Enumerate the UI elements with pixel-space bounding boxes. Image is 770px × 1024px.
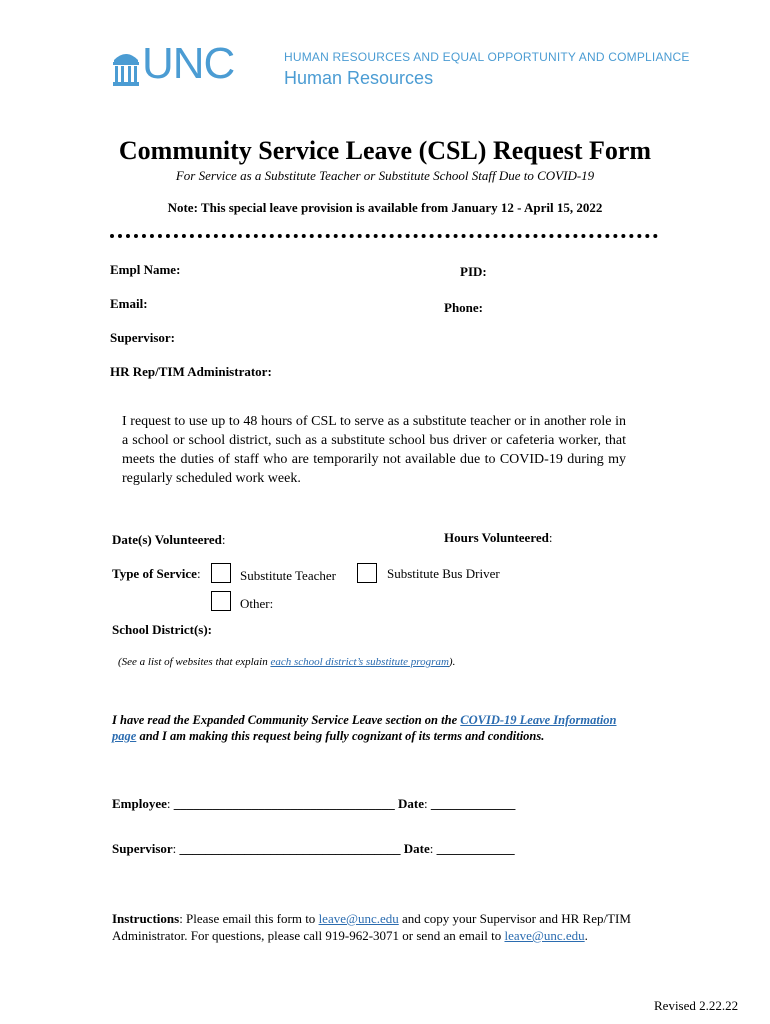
page-subtitle: For Service as a Substitute Teacher or Substitute School Staff Due to COVID-19 [175,168,595,183]
employee-label: Employee [112,796,167,811]
see-list-note [118,656,455,668]
substitute-program-link[interactable]: each school district’s substitute program [270,656,449,668]
dotted-divider [110,234,658,238]
instructions-label: Instructions [112,911,180,926]
other-label: Other: [240,596,274,611]
employee-date-blank[interactable]: _____________ [430,796,516,811]
revision-date: Revised 2.22.22 [654,998,739,1013]
logo-text: UNC [142,39,235,88]
empl-name-label: Empl Name: [110,262,181,277]
hours-colon: : [548,530,553,545]
employee-signature-blank[interactable]: __________________________________ [173,796,395,811]
employee-date-colon: : [424,796,428,811]
department-name: HUMAN RESOURCES AND EQUAL OPPORTUNITY AND COMPLIANCE [284,50,690,64]
school-district-label: School District(s): [112,622,213,637]
leave-email-link[interactable]: leave@unc.edu [318,911,399,926]
see-list-prefix: (See a list of websites that explain [118,656,271,668]
substitute-bus-driver-checkbox[interactable] [357,563,377,583]
instructions-text-3: . [584,928,588,943]
phone-label: Phone: [444,300,483,315]
request-statement: I request to use up to 48 hours of CSL to serve as a substitute teacher or in another role in a school or school district, such as a substitute school bus driver or cafeteria worker, that meets the duties of staff who are temporarily not available due to COVID-19 during my regularly scheduled work week. [122,414,626,486]
instructions [112,910,632,944]
page-title: Community Service Leave (CSL) Request Form [118,136,652,165]
type-of-service-label [112,566,201,582]
pid-label: PID: [460,264,487,279]
supervisor-date-label: Date [403,841,430,856]
unc-logo [112,39,262,90]
instructions-text-1: : Please email this form to [179,911,319,926]
employee-colon: : [166,796,171,811]
leave-email-link-2[interactable]: leave@unc.edu [504,928,585,943]
instructions-text-2: and copy your Supervisor and HR Rep/TIM Administrator. For questions, please call 919-962-3071 or send an email to [112,911,631,943]
substitute-teacher-label: Substitute Teacher [240,568,336,583]
employee-signature-line [112,796,515,812]
type-of-service-text: Type of Service [112,566,197,581]
hours-volunteered-text: Hours Volunteered [444,530,549,545]
dates-colon: : [221,532,226,547]
cognizance-prefix: I have read the Expanded Community Service Leave section on the [112,713,461,727]
supervisor-label: Supervisor: [110,330,175,345]
substitute-bus-driver-label: Substitute Bus Driver [387,566,500,581]
hours-volunteered-label [444,530,552,546]
substitute-teacher-checkbox[interactable] [211,563,231,583]
dates-volunteered-text: Date(s) Volunteered [112,532,222,547]
supervisor-date-colon: : [429,841,434,856]
supervisor-colon: : [172,841,177,856]
old-well-icon [112,48,140,88]
supervisor-signature-line [112,841,515,857]
see-list-suffix: ). [448,656,456,668]
type-colon: : [196,566,201,581]
employee-date-label: Date [398,796,425,811]
covid-leave-info-link[interactable]: COVID-19 Leave Information page [112,713,617,743]
availability-note: Note: This special leave provision is available from January 12 - April 15, 2022 [167,200,603,215]
email-label: Email: [110,296,148,311]
cognizance-suffix: and I am making this request being fully cognizant of its terms and conditions. [136,729,545,743]
dates-volunteered-label [112,532,226,548]
supervisor-sig-label: Supervisor [112,841,173,856]
supervisor-date-blank[interactable]: ____________ [436,841,515,856]
hr-rep-label: HR Rep/TIM Administrator: [110,364,272,379]
cognizance-statement [112,712,632,744]
supervisor-signature-blank[interactable]: __________________________________ [179,841,401,856]
department-subtitle: Human Resources [284,68,434,88]
other-checkbox[interactable] [211,591,231,611]
